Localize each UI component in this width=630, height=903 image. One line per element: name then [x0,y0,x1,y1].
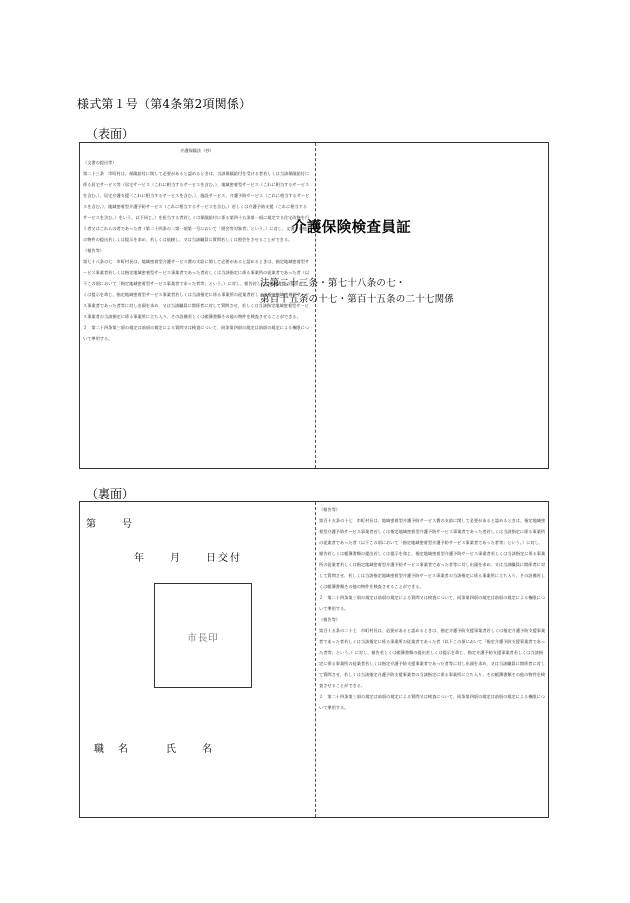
job-title-name: 職 名 氏 名 [94,744,214,755]
certificate-title: 介護保険検査員証 [292,220,412,236]
form-title: 様式第１号（第4条第2項関係） [77,97,252,111]
front-law-text [83,145,311,344]
law-paragraph: 第七十八条の七 市町村長は、地域密着型介護サービス費の支給に関して必要があると認めるときは、指定地域密着型サービス事業者若しくは指定地域密着型サービス事業者であった者若しくは当該指定に係る事業所の従業者であった者（以下この項において「指定地域密着型サービス事業者であった者等」という。）に対し、報告若しくは帳簿書類の提出若しくは提示を命じ、指定地域密着型サービス事業者若しくは当該指定に係る事業所の従業者若しくは指定地域密着型サービス事業者であった者等に対し出頭を求め、又は当該職員に関係者に対して質問させ、若しくは当該指定地域密着型サービス事業者の当該指定に係る事業所に立ち入り、その設備若しくは帳簿書類その他の物件を検査させることができる。 [83,259,310,319]
law-paragraph: （報告等） [83,248,104,253]
law-paragraph: （報告等） [319,617,340,622]
issue-date: 年 月 日交付 [134,553,242,564]
back-side-label: （裏面） [86,487,135,501]
mayor-seal-box [154,583,252,688]
law-paragraph: ２ 第二十四条第三項の規定は前項の規定による質問又は検査について、同条第四項の規定は前項の規定による権限について準用する。 [319,694,545,710]
law-basis-line: 第百十五条の十七・第百十五条の二十七関係 [260,294,455,305]
mayor-seal-label: 市長印 [187,633,219,644]
law-paragraph: 第二十三条 市町村は、保険給付に関して必要があると認めるときは、当該保険給付を受ける者若しくは当該保険給付に係る居宅サービス等（居宅サービス（これに相当するサービスを含む。）、地域密着型サービス（これに相当するサービスを含む。）、居宅介護支援（これに相当するサービスを含む。）、施設サービス、介護予防サービス（これに相当するサービスを含む。）、地域密着型介護予防サービス（これに相当するサービスを含む。）若しくは介護予防支援（これに相当するサービスを含む。）をいう。以下同じ。）を担当する者若しくは保険給付に係る第四十五条第一項に規定する住宅改修を行う者又はこれらの者であった者（第二十四条の二第一項第一号において「照会等対象者」という。）に対し、文書その他の物件の提出若しくは提示を求め、若しくは依頼し、又は当該職員に質問若しくは照会をさせることができる。 [83,171,310,242]
law-paragraph: 第百十五条の二十七 市町村長は、必要があると認めるときは、指定介護予防支援事業者若しくは指定介護予防支援事業者であった者若しくは当該指定に係る事業所の従業者であった者（以下この項において「指定介護予防支援事業者であった者等」という。）に対し、報告若しくは帳簿書類の提出若しくは提示を命じ、指定介護予防支援事業者若しくは当該指定に係る事業所の従業者若しくは指定介護予防支援事業者であった者等に対し出頭を求め、又は当該職員に関係者に対して質問させ、若しくは当該指定介護予防支援事業者の当該指定に係る事業所に立ち入り、その帳簿書類その他の物件を検査させることができる。 [319,628,546,688]
fold-line [315,502,316,817]
certificate-number: 第 号 [86,519,134,530]
back-card [79,501,549,818]
front-side-label: （表面） [86,127,135,141]
back-law-text [319,504,547,713]
law-heading: 介護保険法（抄） [180,148,214,153]
law-basis [260,276,454,308]
law-paragraph: ２ 第二十四条第三項の規定は前項の規定による質問又は検査について、同条第四項の規定は前項の規定による権限について準用する。 [319,595,545,611]
law-paragraph: （文書の提出等） [83,160,117,165]
law-basis-line: 法第二十三条・第七十八条の七・ [260,278,406,289]
law-paragraph: 第百十五条の十七 市町村長は、地域密着型介護予防サービス費の支給に関して必要があると認めるときは、指定地域密着型介護予防サービス事業者若しくは指定地域密着型介護予防サービス事業者であった者若しくは当該指定に係る事業所の従業者であった者（以下この項において「指定地域密着型介護予防サービス事業者であった者等」という。）に対し、報告若しくは帳簿書類の提出若しくは提示を命じ、指定地域密着型介護予防サービス事業者若しくは当該指定に係る事業所の従業者若しくは指定地域密着型介護予防サービス事業者であった者等に対し出頭を求め、又は当該職員に関係者に対して質問させ、若しくは当該指定地域密着型介護予防サービス事業者の当該指定に係る事業所に立ち入り、その設備若しくは帳簿書類その他の物件を検査させることができる。 [319,518,546,589]
law-paragraph: ２ 第二十四条第三項の規定は前項の規定による質問又は検査について、同条第四項の規定は前項の規定による権限について準用する。 [83,325,309,341]
law-paragraph: （報告等） [319,507,340,512]
